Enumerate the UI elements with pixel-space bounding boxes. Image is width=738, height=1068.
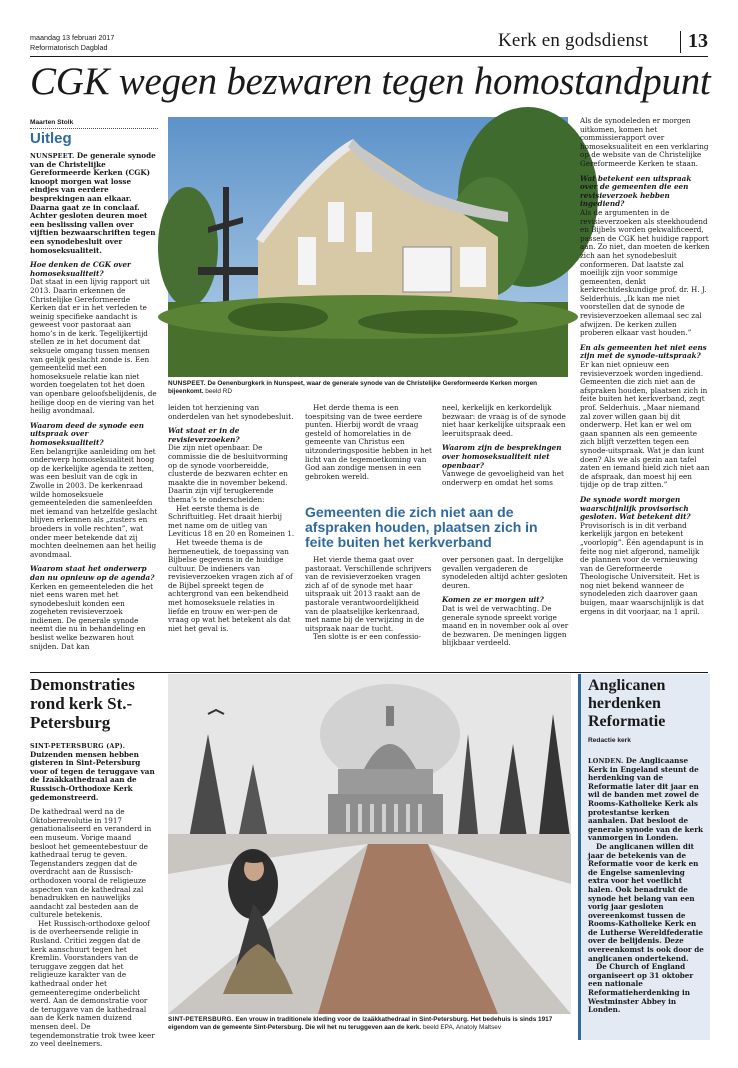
paragraph: Het Russisch-orthodoxe geloof is de overheersende religie in Rusland. Critici zeggen dat de kerk aanschuurt tegen het Kremlin. Voorstanders van de teruggave zeggen dat het religieuze karakter van de kathedraal onder het gemeenteregime onderbelicht werd. Aan de demonstratie voor de teruggave van de kathedraal aan de Kerk namen duizend mensen deel. De tegendemonstratie trok twee keer zo veel deelnemers.	[30, 918, 155, 1049]
paragraph: Ten slotte is er een confessio-	[313, 632, 422, 642]
question: Komen ze er morgen uit?	[442, 595, 544, 605]
article-col-5	[580, 117, 710, 670]
cathedral-photo	[168, 674, 571, 1014]
paragraph: Het tweede thema is de hermeneutiek, de toepassing van Bijbelse gegevens in de huidige cultuur. De indieners van revisieverzoeken vragen zich af of de Bijbel spreekt tegen de achtergrond van een bekendheid met homoseksuele relaties in liefde en trouw en wer-pen de vraag op wat het betekent als dat niet het geval is.	[168, 537, 293, 633]
paragraph: De anglicanen willen dit jaar de betekenis van de Reformatie voor de kerk en de Engelse samenleving extra voor het voetlicht halen. Ook benadrukt de synode het belang van een vorig jaar gesloten overeenkomst tussen de Rooms-Katholieke Kerk en de Lutherse Wereldfederatie over de belijdenis. Deze overeenkomst is ook door de anglicanen ondertekend.	[588, 841, 704, 963]
paragraph: Provisorisch is in dit verband kerkelijk jargon en betekent „voorlopig”. Één agendapunt is in feite nog niet afgerond, namelijk de plannen voor de vernieuwing van de Gereformeerde Theologische Universiteit. Het is nog niet bekend wanneer de synodeleden zich daarover gaan buigen, maar waarschijnlijk is dat ergens in dit voorjaar, na 1 april.	[580, 520, 704, 616]
story2-headline: Demonstraties rond kerk St.-Petersburg	[30, 675, 135, 732]
question: Wat betekent een uitspraak over de gemeenten die een revisieverzoek hebben ingediend?	[580, 173, 692, 209]
paragraph: De kathedraal werd na de Oktoberrevolutie in 1917 genationaliseerd en veranderd in een museum. Vorige maand besloot het gemeentebestuur de kathedraal terug te geven. Tegenstanders zeggen dat de overdracht aan de Russisch-orthodoxen vooral de religieuze aspecten van de kathedraal zal benadrukken en nauwelijks aandacht zal besteden aan de culturele betekenis.	[30, 807, 152, 920]
paragraph: Als de synodeleden er morgen uitkomen, komen het commissierapport over homoseksualiteit en een verklaring op de website van de Christelijke Gereformeerde Kerken te staan.	[580, 116, 709, 168]
story3-headline: Anglicanen herdenken Reformatie	[588, 677, 666, 730]
question: Hoe denken de CGK over homoseksualiteit?	[30, 260, 131, 278]
main-headline: CGK wegen bezwaren tegen homostandpunt	[30, 60, 711, 103]
paragraph: Kerken en gemeenteleden die het niet eens waren met het synodebesluit konden een zogeheten revisieverzoek indienen. De generale synode neemt die nu in behandeling en beslist welke bezwaren hout snijden. Dat kan	[30, 581, 154, 651]
article-col-4b	[442, 556, 570, 668]
paragraph: Die zijn niet openbaar. De commissie die de besluitvorming op de synode voorbereidde, clusterde de bezwaren echter en maakte die in november bekend. Daarin zijn vijf terugkerende thema’s te onderscheiden:	[168, 443, 288, 504]
photo-caption	[168, 380, 568, 396]
section-title: Kerk en godsdienst	[498, 30, 649, 51]
story3-byline: Redactie kerk	[588, 737, 631, 744]
cathedral-caption	[168, 1016, 571, 1032]
paragraph: Vanwege de gevoeligheid van het onderwerp en omdat het soms	[442, 469, 564, 487]
church-photo	[168, 117, 568, 377]
author: Maarten Stolk	[30, 119, 74, 126]
question: De synode wordt morgen waarschijnlijk provisorisch gesloten. Wat betekent dit?	[580, 494, 691, 522]
dateline: LONDEN.	[588, 757, 624, 765]
dateline: SINT-PETERSBURG (AP).	[30, 742, 126, 750]
lead-text: Duizenden mensen hebben gisteren in Sint-Petersburg voor of tegen de teruggave van de Izaäkkathedraal aan de Russisch-Orthodoxe Kerk gedemonstreerd.	[30, 749, 155, 802]
author-rule	[30, 128, 158, 129]
paragraph: Het vierde thema gaat over pastoraat. Verschillende schrijvers van de revisieverzoeken vragen zich af of de synode met haar uitspraak uit 2013 raakt aan de pastorale verantwoordelijkheid van de plaatselijke kerkenraad, met name bij de verwijzing in de uitspraak naar de tucht.	[305, 555, 432, 633]
pull-quote: Gemeenten die zich niet aan de afspraken houden, plaatsen zich in feite buiten het kerkverband	[305, 504, 538, 550]
article-col-3	[305, 404, 433, 494]
paragraph: De Church of England organiseert op 31 oktober een nationale Reformatieherdenking in Westminster Abbey in Londen.	[588, 962, 694, 1015]
kicker: Uitleg	[30, 130, 72, 147]
question: Waarom zijn de besprekingen over homoseksualiteit niet openbaar?	[442, 443, 562, 470]
page-number: 13	[688, 30, 708, 52]
lead-text: De Anglicaanse Kerk in Engeland steunt de herdenking van de Reformatie later dit jaar en wil de banden met zowel de Rooms-Katholieke Kerk als protestantse kerken aanhalen. Dat besloot de generale synode van de kerk vanmorgen in Londen.	[588, 756, 703, 843]
article-col-4	[442, 404, 570, 494]
paragraph: leiden tot herziening van onderdelen van het synodebesluit.	[168, 403, 294, 421]
story3-body	[588, 757, 706, 1037]
photo-credit: beeld RD	[205, 388, 232, 395]
paragraph: Een belangrijke aanleiding om het onderwerp homoseksualiteit hoog op de kerkelijke agenda te zetten, was een besluit van de cgk in Zwolle in 2003. De kerkenraad wilde homoseksuele gemeenteleden die samenleefden met iemand van hetzelfde geslacht blijven erkennen als „zusters en broeders in volle rechten”, wat onder meer betekende dat zij mochten deelnemen aan het heilig avondmaal.	[30, 446, 158, 559]
cathedral-illustration	[168, 674, 571, 1014]
paragraph: neel, kerkelijk en kerkordelijk bezwaar: de vraag is of de synode niet haar kerkelijke uitspraak een leeruitspraak deed.	[442, 403, 566, 438]
story2-body	[30, 742, 158, 1049]
question: Wat staat er in de revisieverzoeken?	[168, 426, 240, 444]
caption-text: De Oenenburgkerk in Nunspeet, waar de generale synode van de Christelijke Gereformeerde Kerken morgen bijeenkomt.	[168, 380, 538, 395]
caption-place: NUNSPEET.	[168, 380, 206, 387]
article-col-1	[30, 152, 158, 668]
caption-text: Een vrouw in traditionele kleding voor de Izaäkkathedraal in Sint-Petersburg. Het bedehuis is sinds 1917 eigendom van de gemeente Sint-Petersburg. Die wil het nu teruggeven aan de kerk.	[168, 1016, 553, 1031]
sidebar-accent	[578, 674, 581, 1040]
caption-place: SINT-PETERSBURG.	[168, 1016, 234, 1023]
question: En als gemeenten het niet eens zijn met de synode-uitspraak?	[580, 342, 707, 361]
article-col-3b	[305, 556, 433, 668]
church-illustration	[168, 117, 568, 377]
question: Waarom staat het onderwerp dan nu opnieuw op de agenda?	[30, 564, 155, 582]
issue-date: maandag 13 februari 2017	[30, 33, 115, 42]
paragraph: Het eerste thema is de Schriftuitleg. Het draait hierbij met name om de uitleg van Leviticus 18 en 20 en Romeinen 1.	[168, 503, 295, 539]
paper-name: Reformatorisch Dagblad	[30, 43, 108, 52]
dateline: NUNSPEET.	[30, 152, 75, 160]
paragraph: Er kan niet opnieuw een revisieverzoek worden ingediend. Gemeenten die zich niet aan de afspraken houden, plaatsen zich in feite buiten het kerkverband, zegt prof. Selderhuis. „Maar niemand zal zover willen gaan bij dit onderwerp. Het kan er wel om gaan spannen als een gemeente zich blijft verzetten tegen een synode-uitspraak. Wat je dan kunt doen? Als we als gezin aan tafel zaten en iemand hield zich niet aan de afspraak, dan moest hij een tijdje op de trap zitten.”	[580, 360, 710, 490]
lead-text: De generale synode van de Christelijke Gereformeerde Kerken (CGK) knoopt morgen wat losse eindjes van eerdere besprekingen aan elkaar. Daarna gaat ze in conclaaf. Achter gesloten deuren moet een beslissing vallen over vijftien bezwaarschriften tegen een synodebesluit over homoseksualiteit.	[30, 151, 156, 255]
paragraph: Dat staat in een lijvig rapport uit 2013. Daarin erkennen de Christelijke Gereformeerde Kerken dat er in het verleden te weinig specifieke aandacht is geweest voor pastoraat aan homo’s in de kerk. Tegelijkertijd stellen ze in het document dat seksuele omgang tussen mensen van gelijk geslacht zonde is. Een gemeentelid met een homoseksuele relatie kan niet worden toegelaten tot het doen van openbare geloofsbelijdenis, de heilige doop en de viering van het heilig avondmaal.	[30, 277, 157, 416]
section-divider	[30, 672, 708, 673]
paragraph: Dat is wel de verwachting. De generale synode spreekt vorige maand en in november ook al over de bezwaren. De meningen liggen blijkbaar verdeeld.	[442, 603, 569, 648]
paragraph: Het derde thema is een toespitsing van de twee eerdere punten. Hierbij wordt de vraag gesteld of homorelaties in de gemeente van Christus een uitzonderingspositie hebben in het licht van de tegemoetkoming van God aan zondige mensen in een gebroken wereld.	[305, 403, 432, 481]
paragraph: Als de argumenten in de revisieverzoeken als steekhoudend en Bijbels worden gekwalificeerd, passen de CGK het huidige rapport aan. Zo niet, dan moeten de kerken zich aan het synodebesluit conformeren. Dat laatste zal moeilijk zijn voor sommige gemeenten, denkt kerkrechtdeskundige prof. dr. H. J. Selderhuis. „Ik kan me niet voorstellen dat de synode de revisieverzoeken allemaal sec zal afwijzen. De kerken zullen proberen elkaar vast houden.”	[580, 207, 710, 338]
header-divider	[680, 31, 681, 53]
photo-credit: beeld EPA, Anatoly Maltsev	[423, 1024, 502, 1031]
article-col-2	[168, 404, 296, 670]
header-rule	[30, 56, 708, 57]
paragraph: over personen gaat. In dergelijke gevallen vergaderen de synodeleden altijd achter gesloten deuren.	[442, 555, 568, 590]
question: Waarom deed de synode een uitspraak over homoseksualiteit?	[30, 420, 144, 447]
